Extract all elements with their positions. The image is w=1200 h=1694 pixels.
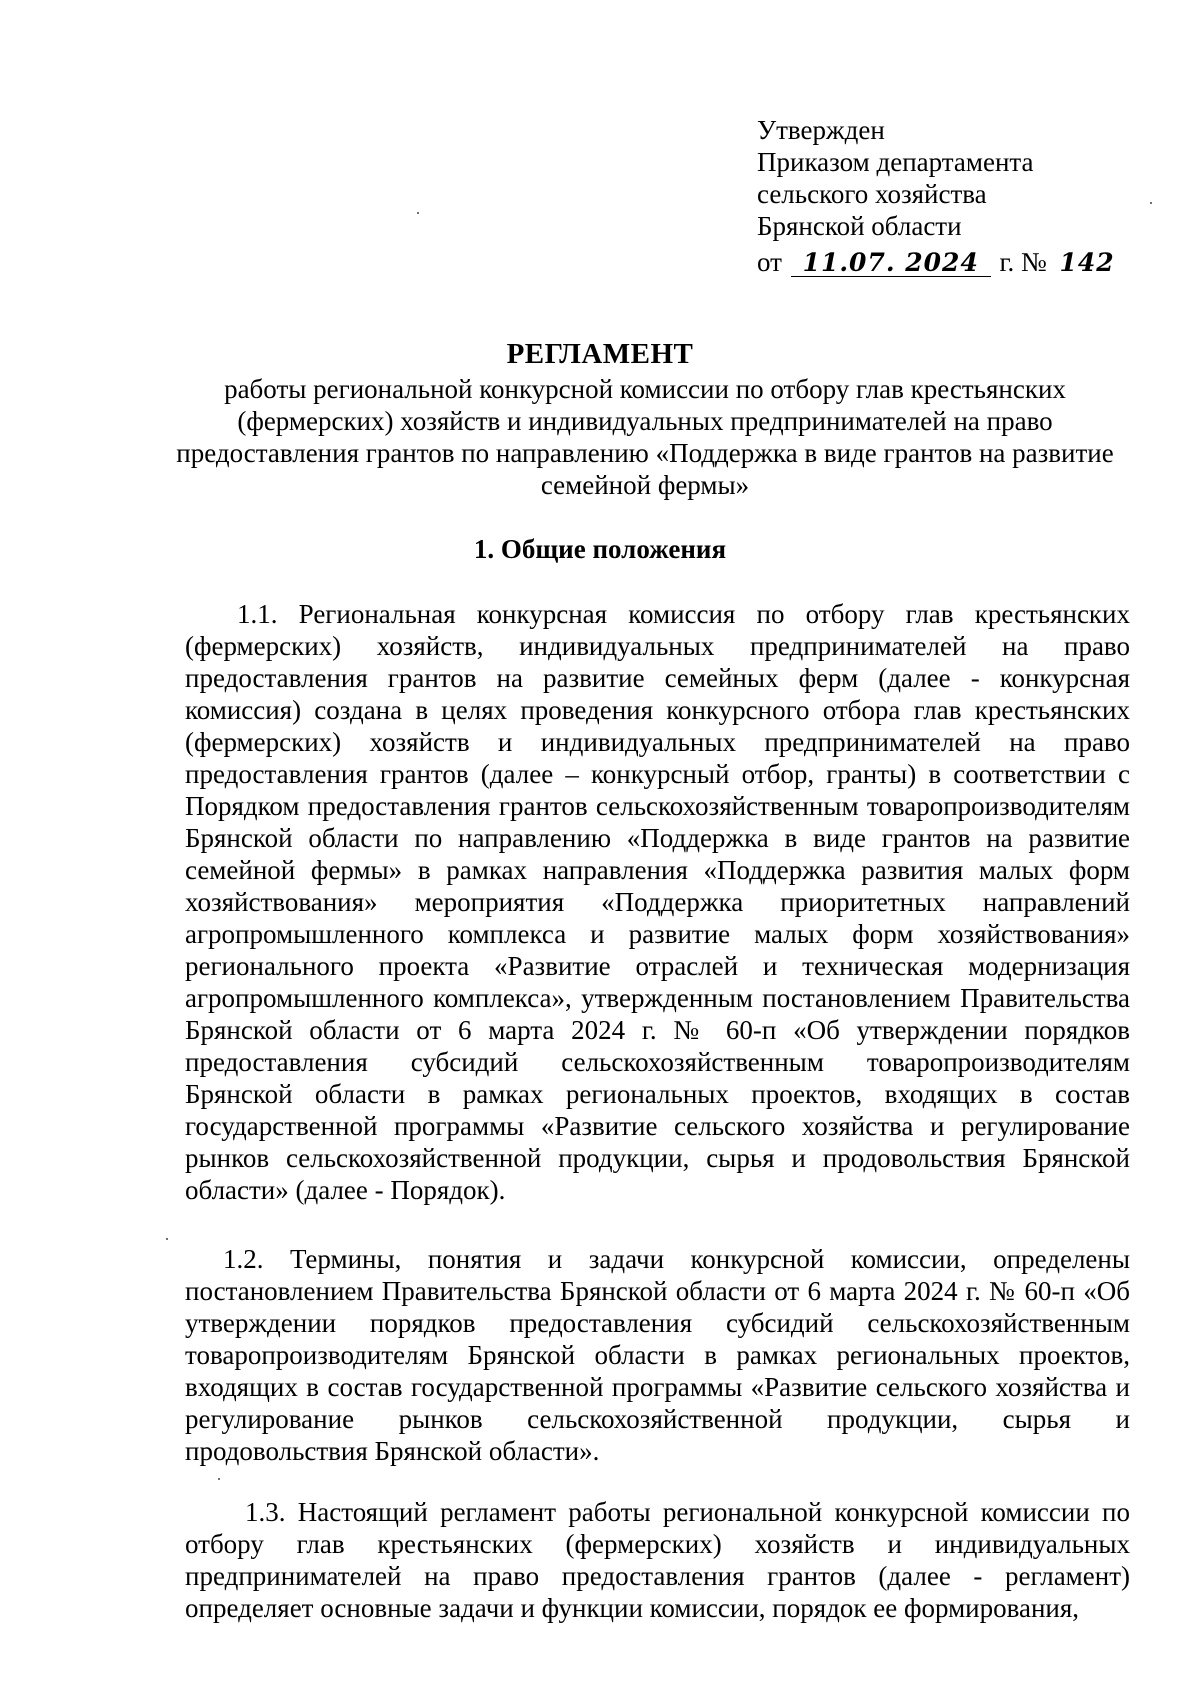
approval-number-label: г. № (999, 247, 1047, 277)
approval-line-region: Брянской области (757, 211, 962, 241)
approval-date-handwritten: 11.07. 2024 (802, 248, 979, 277)
document-subtitle: работы региональной конкурсной комиссии по отбору глав крестьянских (фермерских) хозяйств и индивидуальных предпринимателей на право предоставления грантов по направлению «Поддержка в виде грантов на развитие семейной фермы» (176, 374, 1114, 500)
scan-speck (1150, 202, 1152, 204)
scan-speck (417, 212, 419, 214)
approval-from-label: от (757, 247, 782, 277)
paragraph-1-3: 1.3. Настоящий регламент работы региональной конкурсной комиссии по отбору глав крестьянских (фермерских) хозяйств и индивидуальных предпринимателей на право предоставления грантов (далее - регламент) определяет основные задачи и функции комиссии, порядок ее формирования, (185, 1497, 1130, 1623)
document-title: РЕГЛАМЕНТ (506, 338, 694, 370)
paragraph-1-1: 1.1. Региональная конкурсная комиссия по отбору глав крестьянских (фермерских) хозяйств, индивидуальных предпринимателей на право предоставления грантов на развитие семейных ферм (далее - конкурсная комиссия) создана в целях проведения конкурсного отбора глав крестьянских (фермерских) хозяйств и индивидуальных предпринимателей на право предоставления грантов (далее – конкурсный отбор, гранты) в соответствии с Порядком предоставления грантов сельскохозяйственным товаропроизводителям Брянской области по направлению «Поддержка в виде грантов на развитие семейной фермы» в рамках направления «Поддержка развития малых форм хозяйствования» мероприятия «Поддержка приоритетных направлений агропромышленного комплекса и развитие малых форм хозяйствования» регионального проекта «Развитие отраслей и техническая модернизация агропромышленного комплекса», утвержденным постановлением Правительства Брянской области от 6 марта 2024 г. № 60-п «Об утверждении порядков предоставления субсидий сельскохозяйственным товаропроизводителям Брянской области в рамках региональных проектов, входящих в состав государственной программы «Развитие сельского хозяйства и регулирование рынков сельскохозяйственной продукции, сырья и продовольствия Брянской области» (далее - Порядок). (185, 599, 1130, 1205)
approval-block (757, 114, 1115, 279)
approval-line-department: сельского хозяйства (757, 179, 987, 209)
approval-line-approved: Утвержден (757, 115, 885, 145)
paragraph-1-2: 1.2. Термины, понятия и задачи конкурсной комиссии, определены постановлением Правительства Брянской области от 6 марта 2024 г. № 60-п «Об утверждении порядков предоставления субсидий сельскохозяйственным товаропроизводителям Брянской области в рамках региональных проектов, входящих в состав государственной программы «Развитие сельского хозяйства и регулирование рынков сельскохозяйственной продукции, сырья и продовольствия Брянской области». (185, 1244, 1130, 1466)
approval-line-order: Приказом департамента (757, 147, 1034, 177)
approval-number-handwritten: 142 (1059, 248, 1115, 277)
section-heading-general: 1. Общие положения (473, 534, 727, 564)
approval-date-field (791, 249, 991, 277)
scan-speck (166, 1238, 168, 1240)
approval-line-date (757, 246, 1115, 279)
scan-speck (218, 1478, 220, 1480)
